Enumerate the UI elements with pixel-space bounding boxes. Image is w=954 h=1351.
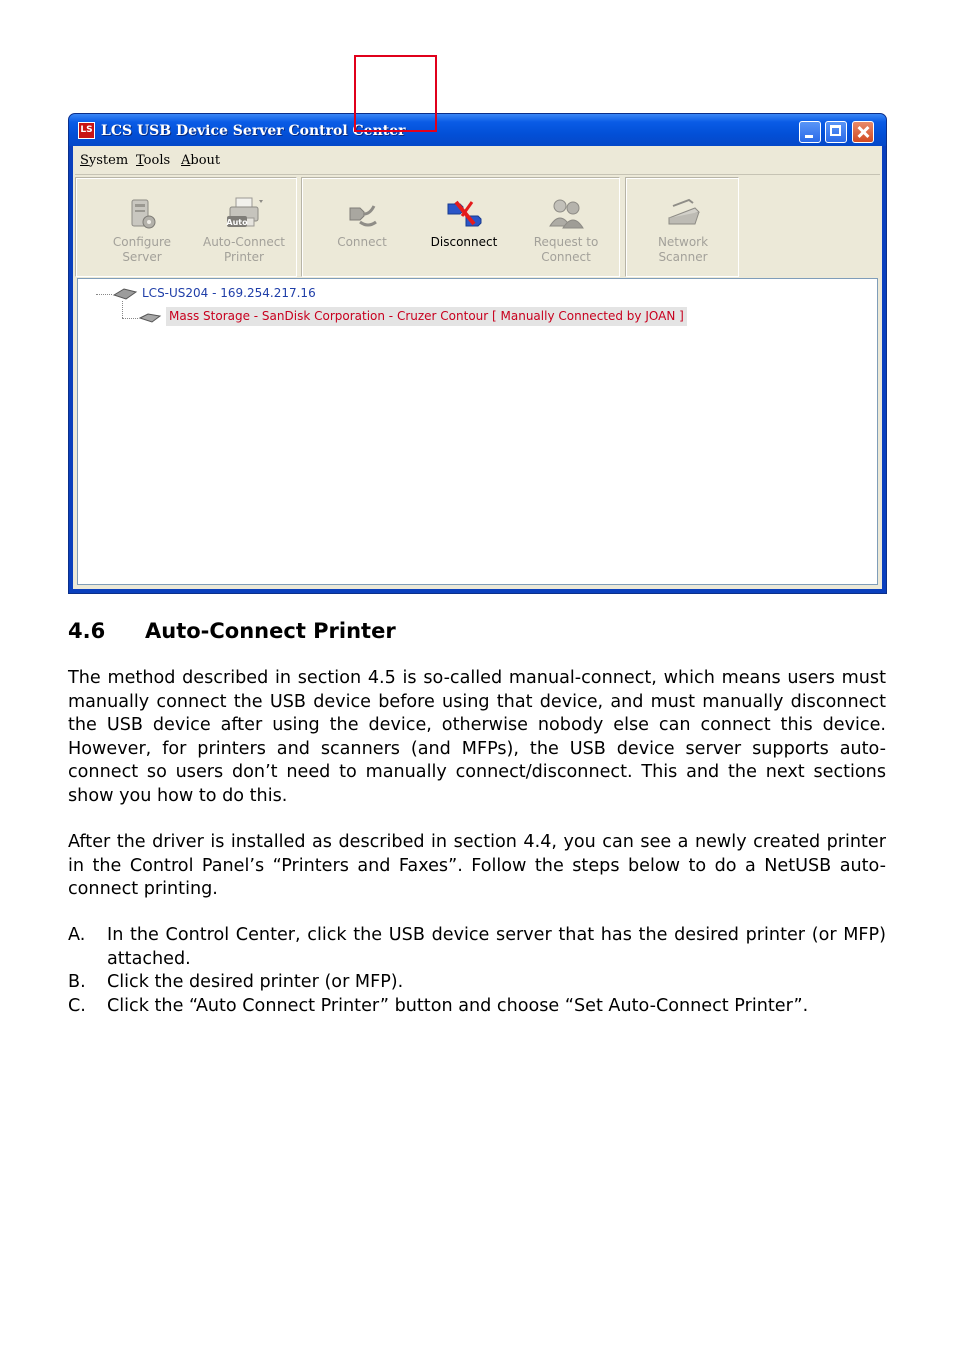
toolbar-group-scanner xyxy=(625,177,739,277)
request-to-connect-label: Request to Connect xyxy=(533,235,599,264)
connect-plug-icon xyxy=(342,194,382,234)
disconnect-button[interactable] xyxy=(414,178,514,278)
auto-connect-printer-button[interactable] xyxy=(194,178,294,278)
list-item xyxy=(68,995,886,1019)
tree-connector xyxy=(122,301,123,318)
menu-about[interactable]: About xyxy=(181,153,221,168)
menu-system[interactable]: System xyxy=(80,153,129,168)
toolbar-group-connection xyxy=(301,177,620,277)
disconnect-label: Disconnect xyxy=(430,235,498,249)
window-title: LCS USB Device Server Control Center xyxy=(101,123,406,139)
minimize-button[interactable] xyxy=(799,121,821,143)
section-number: 4.6 xyxy=(68,619,106,643)
tree-connector xyxy=(122,318,138,319)
tree-connector xyxy=(96,294,112,295)
request-to-connect-button[interactable] xyxy=(516,178,616,278)
toolbar xyxy=(75,174,880,279)
title-bar[interactable] xyxy=(69,114,886,146)
printer-auto-icon xyxy=(224,194,264,234)
paragraph-driver-installed: After the driver is installed as described in section 4.4, you can see a newly created printer in the Control Panel’s “Printers and Faxes”. Follow the steps below to do a NetUSB auto-connect printing. xyxy=(68,832,886,899)
configure-server-icon xyxy=(122,194,162,234)
server-icon xyxy=(112,287,138,301)
tree-node-server[interactable]: LCS-US204 - 169.254.217.16 xyxy=(142,286,316,300)
maximize-button[interactable] xyxy=(825,121,847,143)
step-text: Click the “Auto Connect Printer” button and choose “Set Auto-Connect Printer”. xyxy=(107,995,809,1016)
list-item xyxy=(68,924,886,971)
window-client-area xyxy=(73,146,882,589)
configure-server-button[interactable] xyxy=(92,178,192,278)
list-item xyxy=(68,971,886,995)
menu-tools[interactable]: Tools xyxy=(136,153,171,168)
close-button[interactable] xyxy=(852,121,874,143)
tree-node-device[interactable]: Mass Storage - SanDisk Corporation - Cruzer Contour [ Manually Connected by JOAN ] xyxy=(166,307,687,326)
configure-server-label: Configure Server xyxy=(112,235,172,264)
auto-connect-printer-label: Auto-Connect Printer xyxy=(202,235,286,264)
scanner-icon xyxy=(663,194,703,234)
users-request-icon xyxy=(546,194,586,234)
auto-badge-text: Auto xyxy=(226,218,248,227)
section-title: Auto-Connect Printer xyxy=(145,619,396,643)
connect-button[interactable] xyxy=(312,178,412,278)
menu-bar xyxy=(73,146,882,174)
toolbar-group-server xyxy=(75,177,297,277)
steps-list xyxy=(68,924,886,1018)
device-tree xyxy=(77,278,878,585)
step-marker: A. xyxy=(68,925,86,945)
section-heading xyxy=(68,619,396,643)
step-marker: C. xyxy=(68,995,86,1016)
network-scanner-label: Network Scanner xyxy=(657,235,709,264)
usb-storage-icon xyxy=(138,311,162,325)
network-scanner-button[interactable] xyxy=(633,178,733,278)
app-logo-icon: LS xyxy=(78,122,95,139)
connect-label: Connect xyxy=(337,235,387,249)
step-marker: B. xyxy=(68,972,86,992)
step-text: Click the desired printer (or MFP). xyxy=(107,972,404,992)
disconnect-icon xyxy=(444,194,484,234)
paragraph-manual-connect: The method described in section 4.5 is so-called manual-connect, which means users must manually connect the USB device before using that device, and must manually disconnect the USB device after using the device, otherwise nobody else can connect this device. However, for printers and scanners (and MFPs), the USB device server supports auto-connect so users don’t need to manually connect/disconnect. This and the next sections show you how to do this. xyxy=(68,668,886,806)
step-text: In the Control Center, click the USB device server that has the desired printer (or MFP) attached. xyxy=(107,925,886,969)
control-center-window xyxy=(68,113,887,594)
